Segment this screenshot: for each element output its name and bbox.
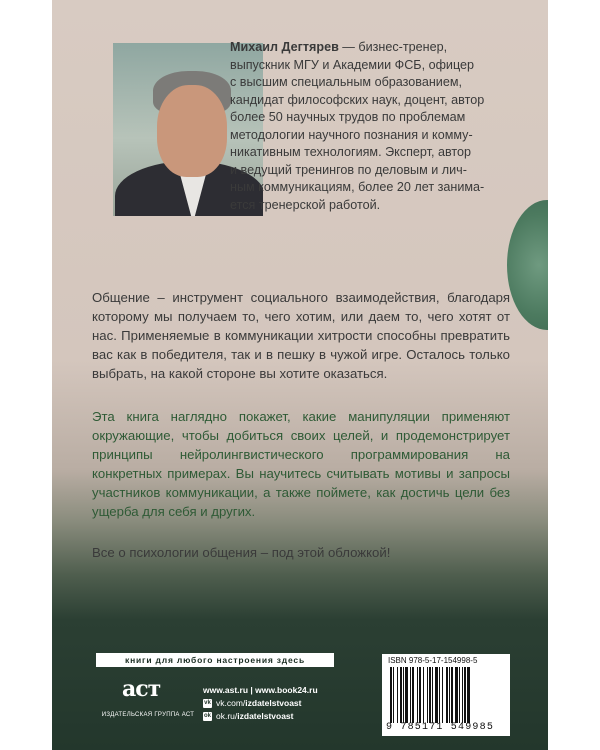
ok-handle[interactable]: izdatelstvoast xyxy=(237,711,294,721)
barcode-bar xyxy=(403,667,404,723)
tagline-paragraph: Все о психологии общения – под этой обложкой! xyxy=(92,545,391,560)
bio-line: более 50 научных трудов по проблемам xyxy=(230,110,466,124)
ok-link[interactable] xyxy=(203,710,318,723)
barcode-bar xyxy=(449,667,450,723)
barcode-bar xyxy=(405,667,408,723)
ok-icon: ok xyxy=(203,713,211,719)
vk-prefix[interactable]: vk.com/ xyxy=(216,698,246,708)
barcode-bar xyxy=(397,667,398,723)
bio-line: методологии научного познания и комму- xyxy=(230,127,473,142)
barcode-bar xyxy=(390,667,392,723)
barcode-bar xyxy=(427,667,428,723)
barcode-bar xyxy=(419,667,421,723)
ok-prefix[interactable]: ok.ru/ xyxy=(216,711,238,721)
barcode-bar xyxy=(410,667,411,723)
barcode-bar xyxy=(451,667,453,723)
publisher-logo xyxy=(98,676,198,724)
barcode-block xyxy=(382,654,510,736)
bio-line: с высшим специальным образованием, xyxy=(230,75,463,89)
bio-line: кандидат философских наук, доцент, автор xyxy=(230,92,485,107)
description-paragraph-1: Общение – инструмент социального взаимодействия, благодаря которому мы получаем то, чего хотим, или даем то, чего хотят от нас. Применяемые в коммуникации хитрости способны превратить вас как в победителя, так и в пешку в чужой игре. Осталось только выбрать, на какой стороне вы хотите оказаться. xyxy=(92,290,510,381)
bio-line: — бизнес-тренер, xyxy=(338,40,448,54)
barcode-bar xyxy=(455,667,458,723)
barcode-bar xyxy=(459,667,460,723)
vk-handle[interactable]: izdatelstvoast xyxy=(245,698,302,708)
barcode-bar xyxy=(446,667,448,723)
barcode-icon xyxy=(388,667,504,723)
barcode-bar xyxy=(423,667,424,723)
barcode-bar xyxy=(442,667,443,723)
vk-icon: vk xyxy=(204,700,211,706)
barcode-bar xyxy=(467,667,470,723)
ast-logo-icon: аст xyxy=(122,676,161,702)
bio-line: ным коммуникациям, более 20 лет занима- xyxy=(230,180,485,194)
leaf-decoration xyxy=(507,200,548,330)
bio-line: и ведущий тренингов по деловым и лич- xyxy=(230,162,467,177)
vk-link[interactable] xyxy=(203,697,318,710)
isbn-number: ISBN 978-5-17-154998-5 xyxy=(388,656,478,665)
barcode-bar xyxy=(412,667,414,723)
barcode-digits: 9 785171 549985 xyxy=(386,722,495,733)
barcode-bar xyxy=(435,667,438,723)
bio-line: ется тренерской работой. xyxy=(230,197,381,212)
photo-face xyxy=(157,85,227,177)
barcode-bar xyxy=(400,667,402,723)
barcode-bar xyxy=(439,667,440,723)
description-paragraph-2: Эта книга наглядно покажет, какие манипуляции применяют окружающие, чтобы добиться своих целей, и продемонстрирует принципы нейролингвистического программирования на конкретных примерах. Вы научитесь считывать мотивы и запросы участников коммуникации, а также поймете, как достичь цели без ущерба для себя и других. xyxy=(92,409,510,519)
publisher-name: ИЗДАТЕЛЬСКАЯ ГРУППА АСТ xyxy=(101,712,195,718)
author-bio xyxy=(230,39,530,214)
barcode-bar xyxy=(393,667,394,723)
barcode-bar xyxy=(462,667,463,723)
series-slogan: книги для любого настроения здесь xyxy=(96,653,334,667)
web-links-text[interactable]: www.ast.ru | www.book24.ru xyxy=(203,685,318,695)
author-name: Михаил Дегтярев xyxy=(230,40,339,54)
publisher-links xyxy=(203,684,318,723)
barcode-bar xyxy=(464,667,466,723)
web-links[interactable] xyxy=(203,684,318,697)
bio-line: никативным технологиям. Эксперт, автор xyxy=(230,145,472,159)
barcode-bar xyxy=(429,667,431,723)
barcode-bar xyxy=(432,667,433,723)
bio-line: выпускник МГУ и Академии ФСБ, офицер xyxy=(230,57,475,72)
barcode-bar xyxy=(417,667,418,723)
